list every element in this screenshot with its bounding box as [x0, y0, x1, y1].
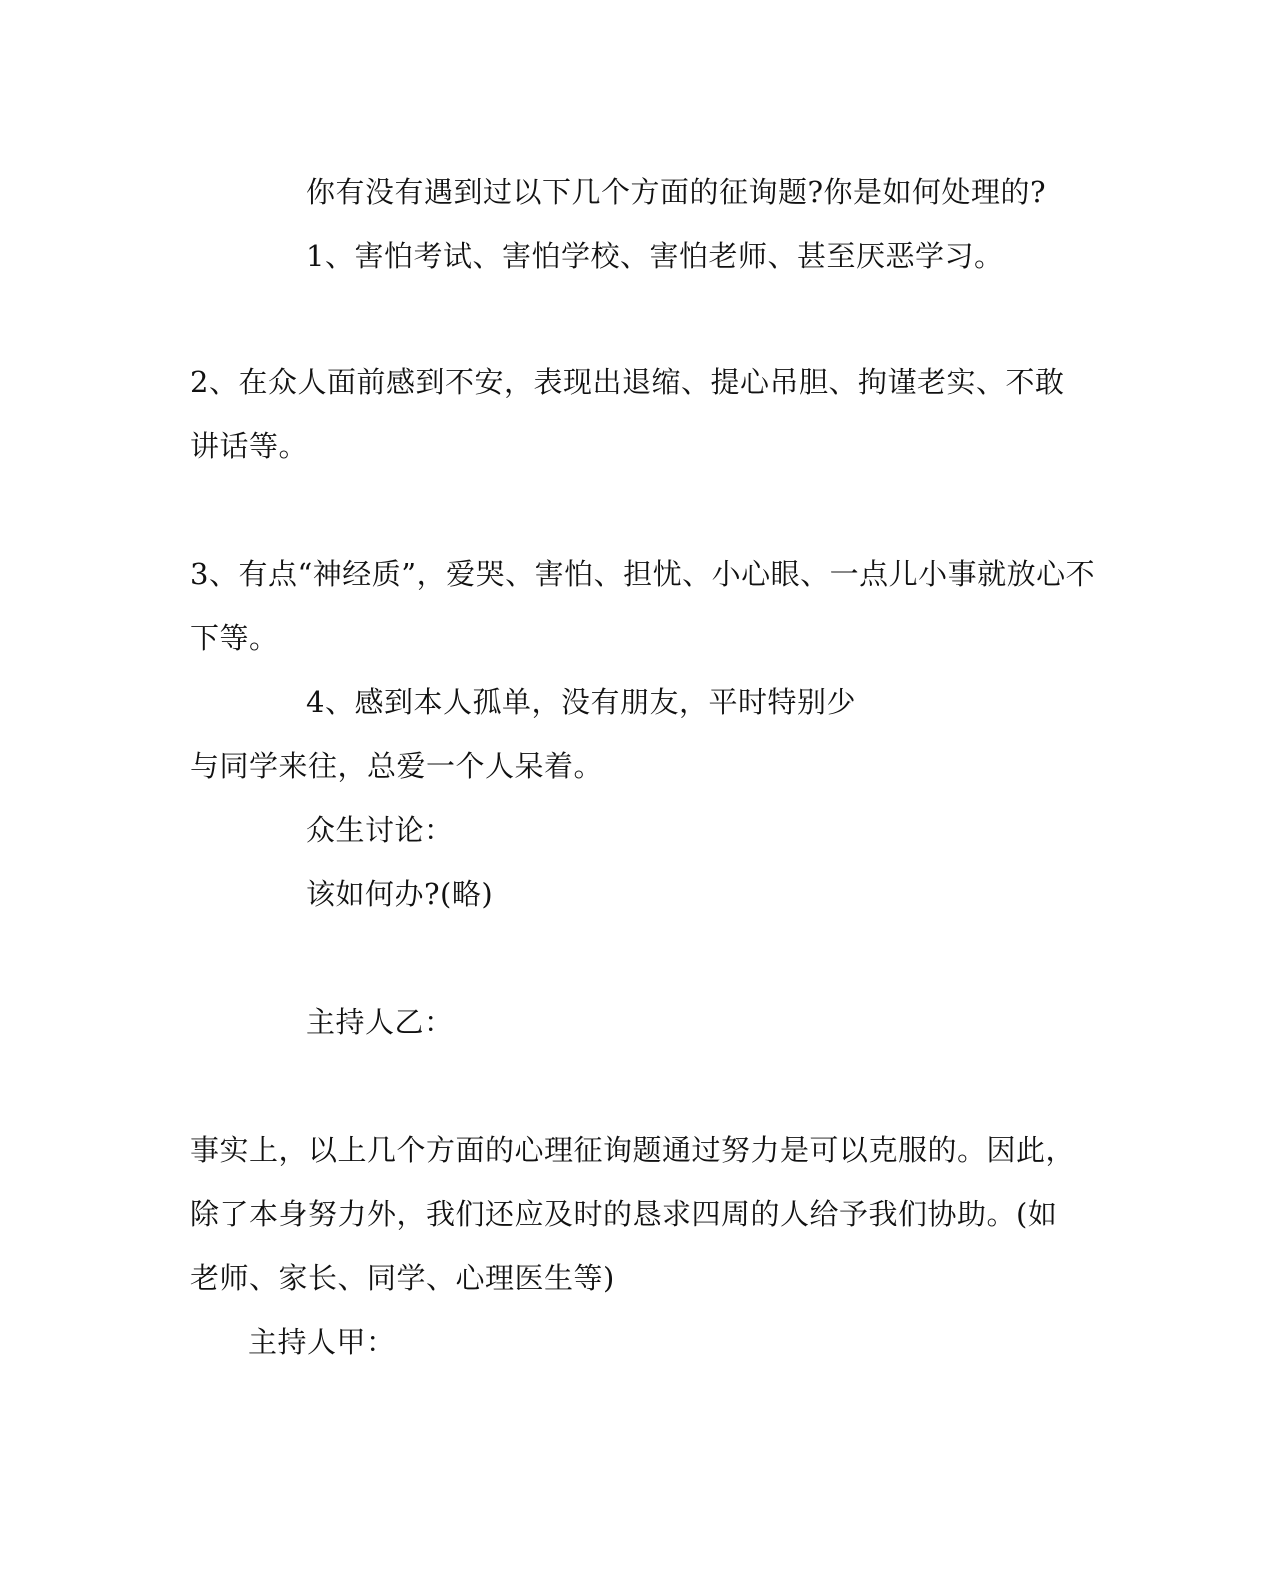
item-1: 1、害怕考试、害怕学校、害怕老师、甚至厌恶学习。 [306, 239, 1004, 273]
discussion-question: 该如何办?(略) [306, 877, 494, 911]
item-4-line-2: 与同学来往，总爱一个人呆着。 [190, 749, 604, 783]
discussion-heading: 众生讨论： [306, 813, 454, 847]
host-a-label: 主持人甲： [248, 1325, 396, 1359]
conclusion-line-1: 事实上，以上几个方面的心理征询题通过努力是可以克服的。因此， [190, 1133, 1076, 1167]
item-3-line-1: 3、有点“神经质”，爱哭、害怕、担忧、小心眼、一点儿小事就放心不 [190, 557, 1096, 591]
item-4-line-1: 4、感到本人孤单，没有朋友，平时特别少 [306, 685, 856, 719]
item-2-line-1: 2、在众人面前感到不安，表现出退缩、提心吊胆、拘谨老实、不敢 [190, 365, 1065, 399]
conclusion-line-3: 老师、家长、同学、心理医生等) [190, 1261, 615, 1295]
question-intro: 你有没有遇到过以下几个方面的征询题?你是如何处理的? [306, 175, 1047, 209]
item-2-line-2: 讲话等。 [190, 429, 309, 463]
host-b-label: 主持人乙： [306, 1005, 454, 1039]
conclusion-line-2: 除了本身努力外，我们还应及时的恳求四周的人给予我们协助。(如 [190, 1197, 1058, 1231]
item-3-line-2: 下等。 [190, 621, 279, 655]
